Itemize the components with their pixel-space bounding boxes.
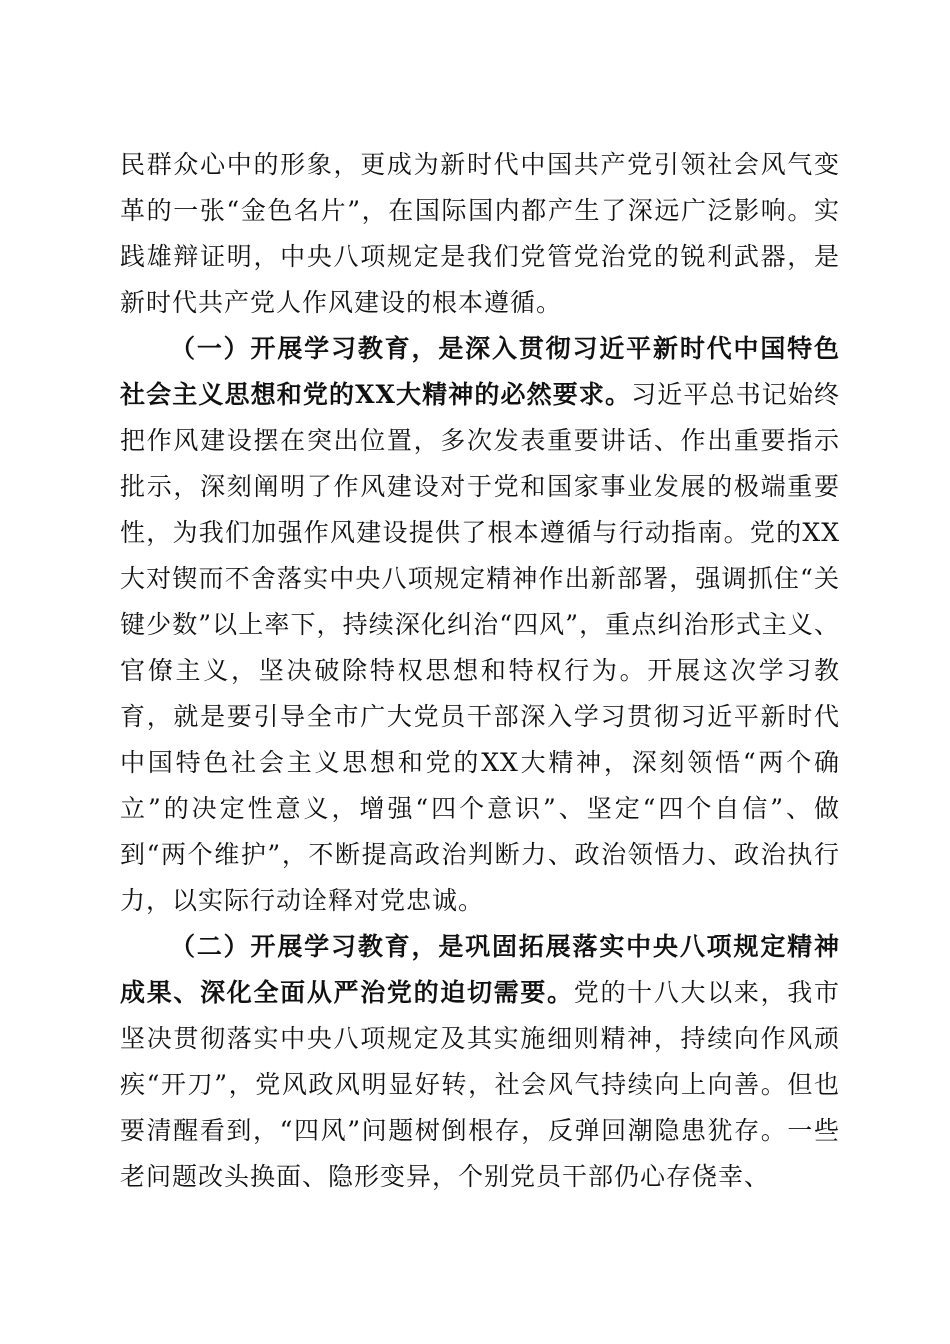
section-one-heading: （一）开展学习教育，是深入贯彻习近平新时代中国特色社会主义思想和党的XX大精神的必然要求。	[120, 334, 840, 409]
paragraph-section-one	[120, 326, 840, 924]
paragraph-text: 民群众心中的形象，更成为新时代中国共产党引领社会风气变革的一张“金色名片”，在国际国内都产生了深远广泛影响。实践雄辩证明，中央八项规定是我们党管党治党的锐利武器，是新时代共产党人作风建设的根本遵循。	[120, 150, 840, 317]
paragraph-section-two	[120, 924, 840, 1200]
section-two-heading: （二）开展学习教育，是巩固拓展落实中央八项规定精神成果、深化全面从严治党的迫切需要。	[120, 932, 840, 1007]
document-body	[120, 142, 840, 1200]
paragraph-continuation	[120, 142, 840, 326]
paragraph-text: 党的十八大以来，我市坚决贯彻落实中央八项规定及其实施细则精神，持续向作风顽疾“开刀”，党风政风明显好转，社会风气持续向上向善。但也要清醒看到，“四风”问题树倒根存，反弹回潮隐患犹存。一些老问题改头换面、隐形变异，个别党员干部仍心存侥幸、	[120, 978, 840, 1191]
paragraph-text: 习近平总书记始终把作风建设摆在突出位置，多次发表重要讲话、作出重要指示批示，深刻阐明了作风建设对于党和国家事业发展的极端重要性，为我们加强作风建设提供了根本遵循与行动指南。党的XX大对锲而不舍落实中央八项规定精神作出新部署，强调抓住“关键少数”以上率下，持续深化纠治“四风”，重点纠治形式主义、官僚主义，坚决破除特权思想和特权行为。开展这次学习教育，就是要引导全市广大党员干部深入学习贯彻习近平新时代中国特色社会主义思想和党的XX大精神，深刻领悟“两个确立”的决定性意义，增强“四个意识”、坚定“四个自信”、做到“两个维护”，不断提高政治判断力、政治领悟力、政治执行力，以实际行动诠释对党忠诚。	[120, 380, 840, 915]
